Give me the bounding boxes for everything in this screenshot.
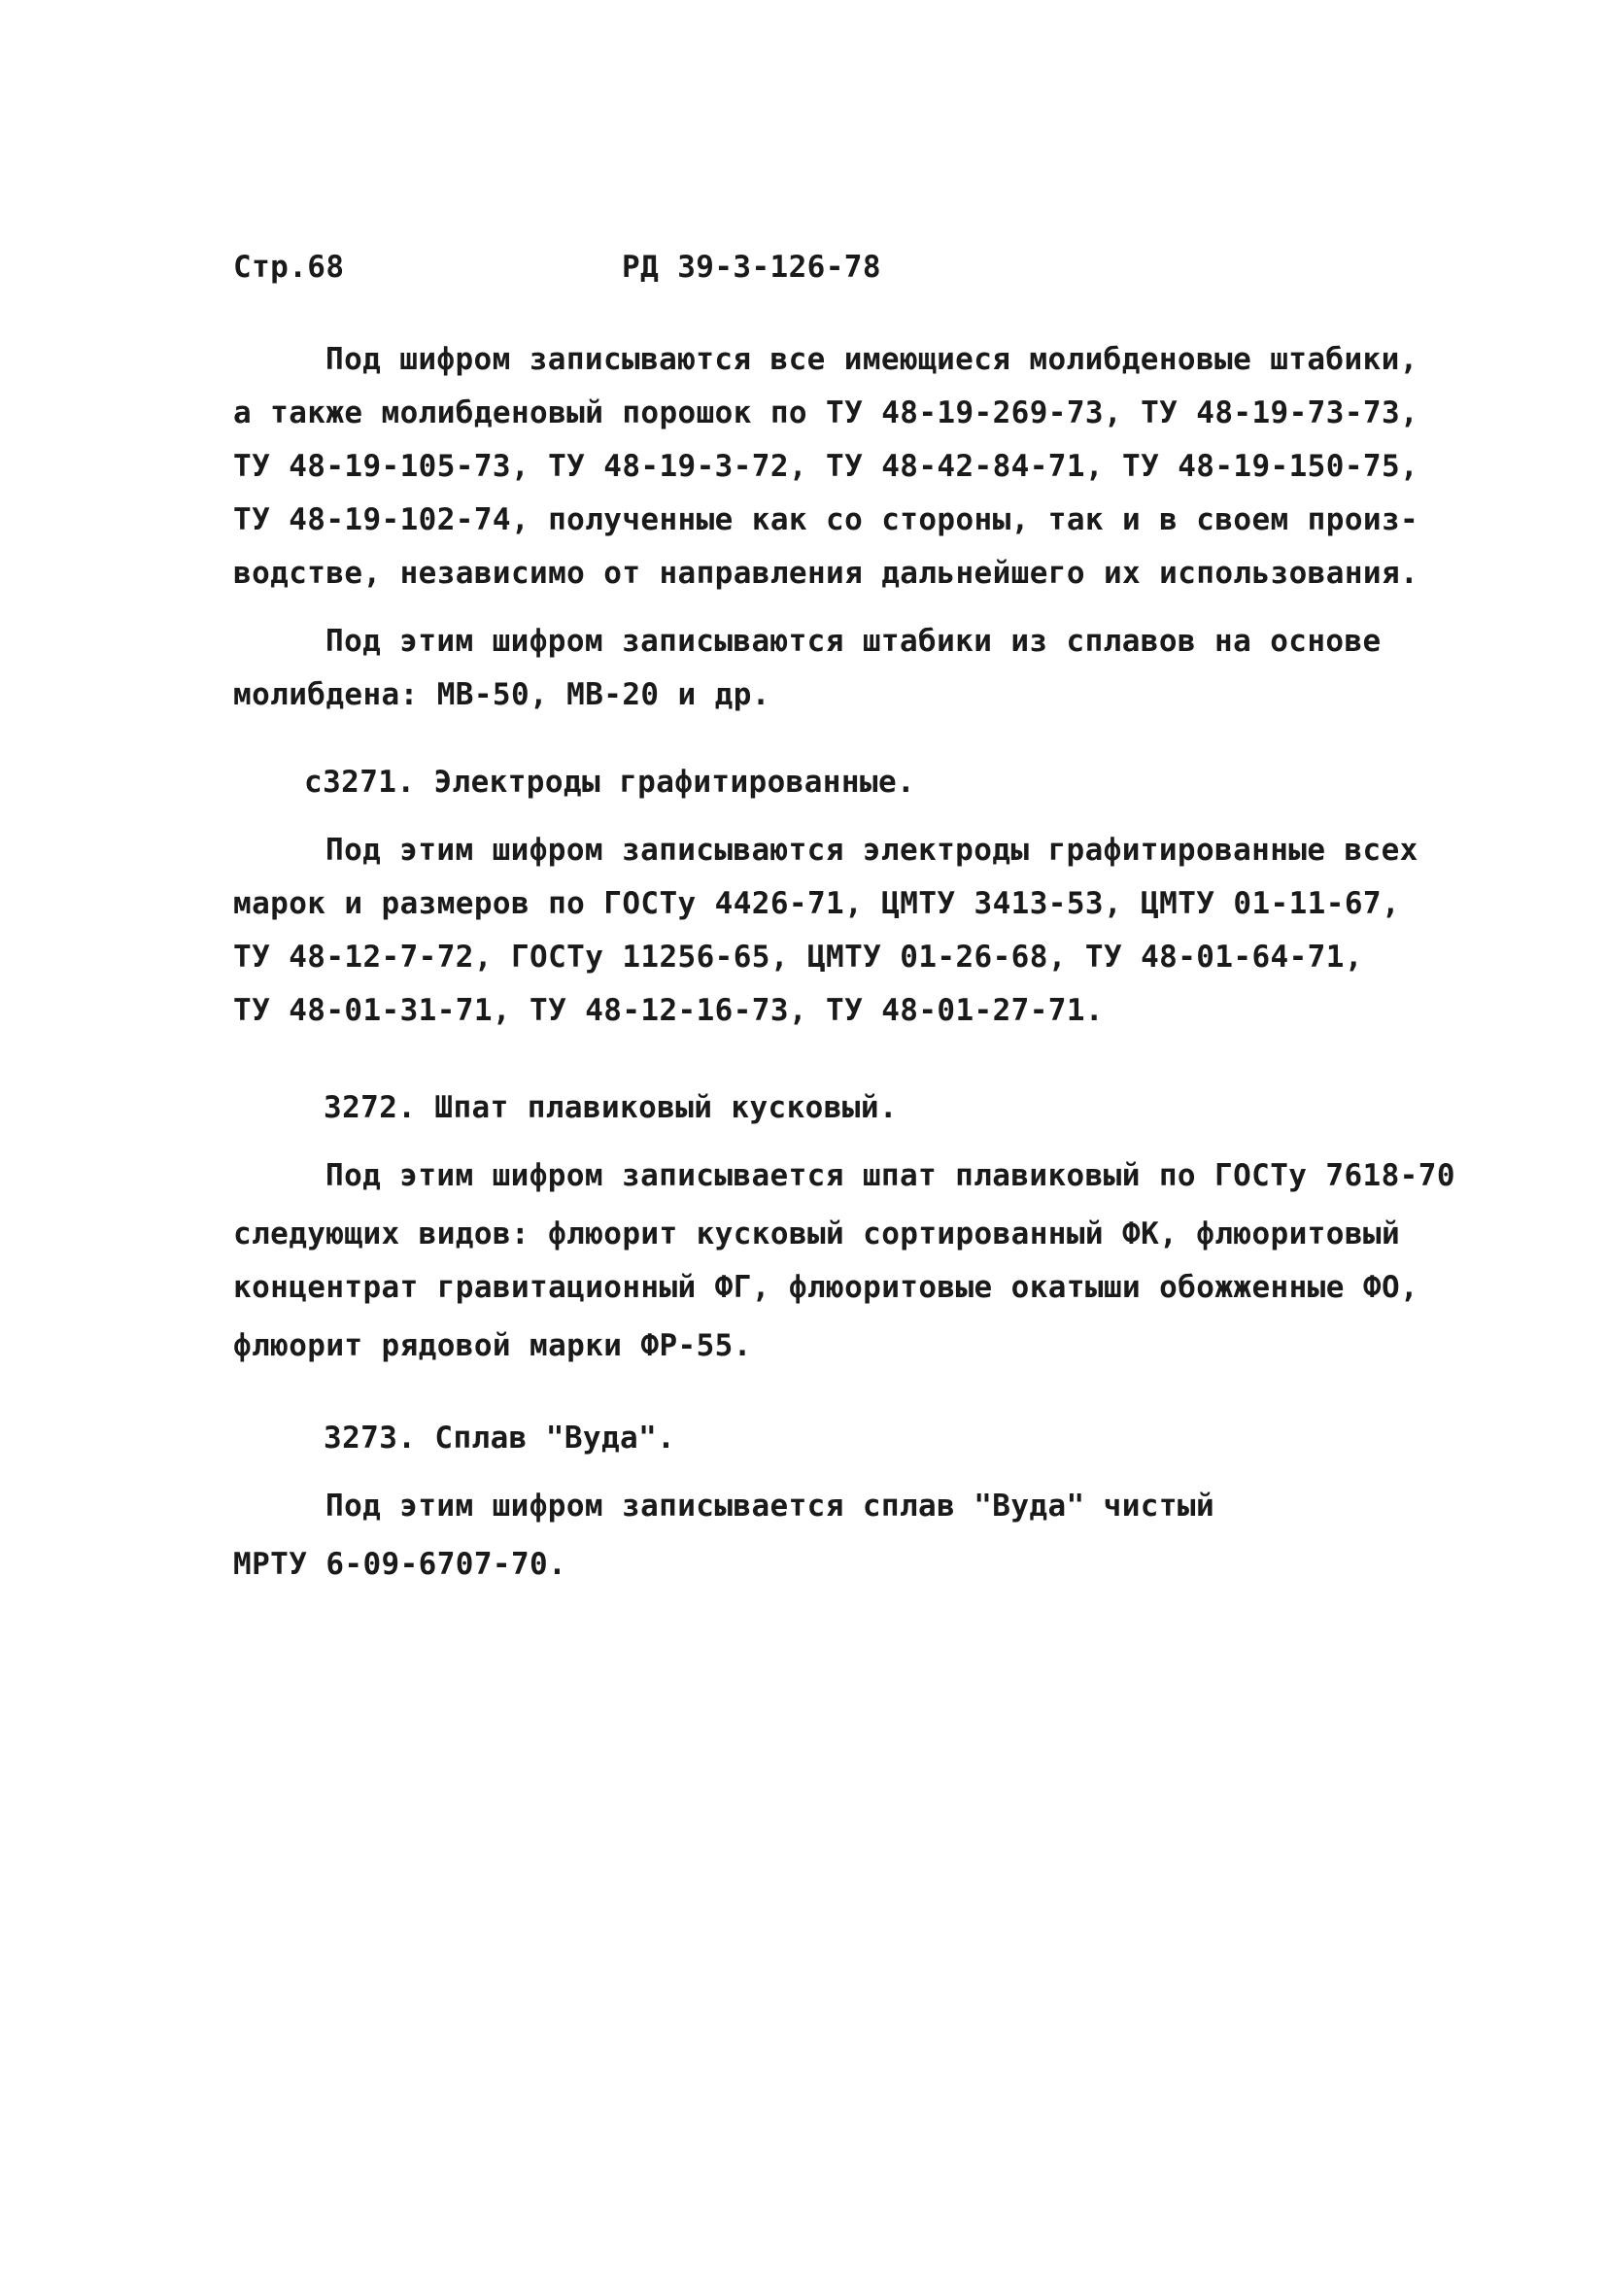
- paragraph-line: Под этим шифром записывается шпат плавиковый по ГОСТу 7618-70: [325, 1158, 1455, 1193]
- paragraph-line: концентрат гравитационный ФГ, флюоритовые окатыши обожженные ФО,: [233, 1270, 1419, 1305]
- paragraph-line: Под шифром записываются все имеющиеся молибденовые штабики,: [325, 342, 1418, 377]
- page-number: Стр.68: [233, 250, 345, 285]
- paragraph-line: ТУ 48-12-7-72, ГОСТу 11256-65, ЦМТУ 01-26-68, ТУ 48-01-64-71,: [233, 940, 1363, 975]
- document-code: РД 39-3-126-78: [622, 250, 881, 285]
- paragraph-line: а также молибденовый порошок по ТУ 48-19-269-73, ТУ 48-19-73-73,: [233, 395, 1419, 430]
- paragraph-line: ТУ 48-01-31-71, ТУ 48-12-16-73, ТУ 48-01-27-71.: [233, 993, 1104, 1028]
- section-heading-3272: 3272. Шпат плавиковый кусковый.: [324, 1090, 898, 1125]
- paragraph-line: ТУ 48-19-102-74, полученные как со стороны, так и в своем произ-: [233, 502, 1419, 537]
- paragraph-line: Под этим шифром записывается сплав "Вуда" чистый: [325, 1489, 1215, 1524]
- paragraph-line: флюорит рядовой марки ФР-55.: [233, 1328, 752, 1363]
- paragraph-line: молибдена: МВ-50, МВ-20 и др.: [233, 677, 770, 712]
- section-heading-3271: с3271. Электроды графитированные.: [304, 765, 916, 800]
- paragraph-line: Под этим шифром записываются электроды графитированные всех: [325, 833, 1418, 868]
- paragraph-line: водстве, независимо от направления дальнейшего их использования.: [233, 556, 1419, 591]
- paragraph-line: Под этим шифром записываются штабики из сплавов на основе: [325, 624, 1382, 659]
- paragraph-line: МРТУ 6-09-6707-70.: [233, 1547, 567, 1582]
- paragraph-line: ТУ 48-19-105-73, ТУ 48-19-3-72, ТУ 48-42-84-71, ТУ 48-19-150-75,: [233, 449, 1419, 484]
- section-heading-3273: 3273. Сплав "Вуда".: [324, 1421, 676, 1456]
- paragraph-line: марок и размеров по ГОСТу 4426-71, ЦМТУ 3413-53, ЦМТУ 01-11-67,: [233, 886, 1401, 921]
- paragraph-line: следующих видов: флюорит кусковый сортированный ФК, флюоритовый: [233, 1217, 1401, 1251]
